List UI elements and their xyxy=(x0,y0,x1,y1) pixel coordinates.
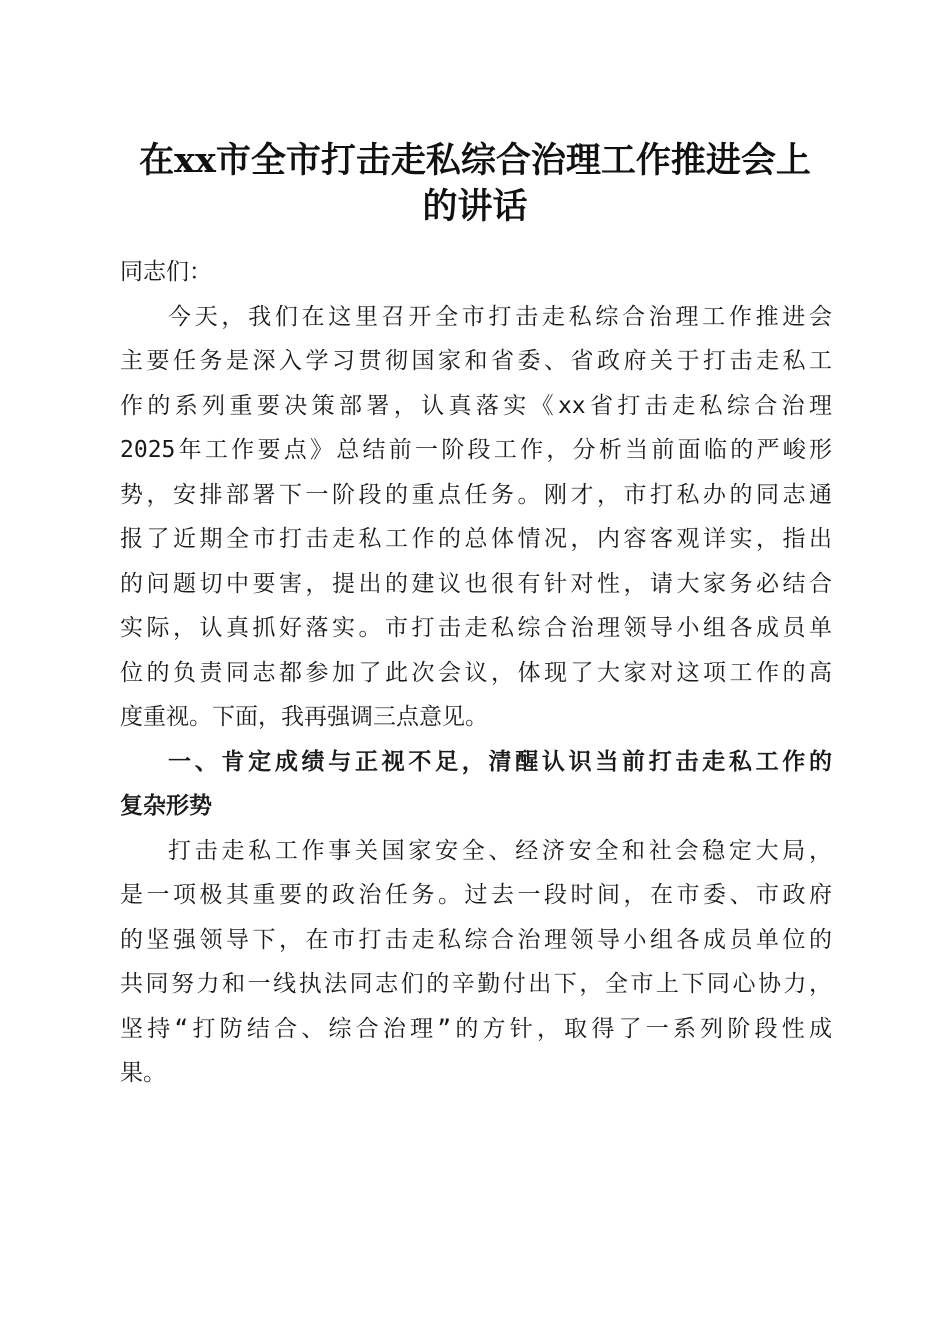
document-body xyxy=(120,250,832,1096)
paragraph-line: 报了近期全市打击走私工作的总体情况，内容客观详实，指出 xyxy=(120,526,832,552)
paragraph-line: 的坚强领导下，在市打击走私综合治理领导小组各成员单位的 xyxy=(120,926,832,953)
heading-line: 一、肯定成绩与正视不足，清醒认识当前打击走私工作的 xyxy=(168,748,832,775)
document-title xyxy=(110,138,840,230)
paragraph-line: 作的系列重要决策部署，认真落实《xx省打击走私综合治理 xyxy=(120,392,832,419)
paragraph-line: 的问题切中要害，提出的建议也很有针对性，请大家务必结合 xyxy=(120,570,832,597)
paragraph-line: 打击走私工作事关国家安全、经济安全和社会稳定大局， xyxy=(168,837,832,864)
title-line-1: 在xx市全市打击走私综合治理工作推进会上 xyxy=(139,140,811,181)
paragraph-line: 今天，我们在这里召开全市打击走私综合治理工作推进会 xyxy=(168,303,832,330)
heading-line: 复杂形势 xyxy=(120,793,212,819)
paragraph-line: 主要任务是深入学习贯彻国家和省委、省政府关于打击走私工 xyxy=(120,348,832,374)
paragraph-line: 度重视。下面，我再强调三点意见。 xyxy=(120,704,488,730)
paragraph-line: 共同努力和一线执法同志们的辛勤付出下，全市上下同心协力， xyxy=(120,971,832,997)
paragraph-line: 势，安排部署下一阶段的重点任务。刚才，市打私办的同志通 xyxy=(120,481,832,508)
paragraph-1 xyxy=(120,295,832,740)
paragraph-line: 实际，认真抓好落实。市打击走私综合治理领导小组各成员单 xyxy=(120,615,832,641)
section-heading-1 xyxy=(120,740,832,829)
salutation: 同志们： xyxy=(120,259,212,285)
paragraph-line: 果。 xyxy=(120,1060,166,1086)
paragraph-2 xyxy=(120,829,832,1096)
paragraph-line: 坚持“打防结合、综合治理”的方针，取得了一系列阶段性成 xyxy=(120,1015,832,1042)
paragraph-line: 2025年工作要点》总结前一阶段工作，分析当前面临的严峻形 xyxy=(120,437,832,463)
title-line-2: 的讲话 xyxy=(422,186,528,227)
paragraph-line: 位的负责同志都参加了此次会议，体现了大家对这项工作的高 xyxy=(120,659,832,686)
paragraph-line: 是一项极其重要的政治任务。过去一段时间，在市委、市政府 xyxy=(120,882,832,908)
